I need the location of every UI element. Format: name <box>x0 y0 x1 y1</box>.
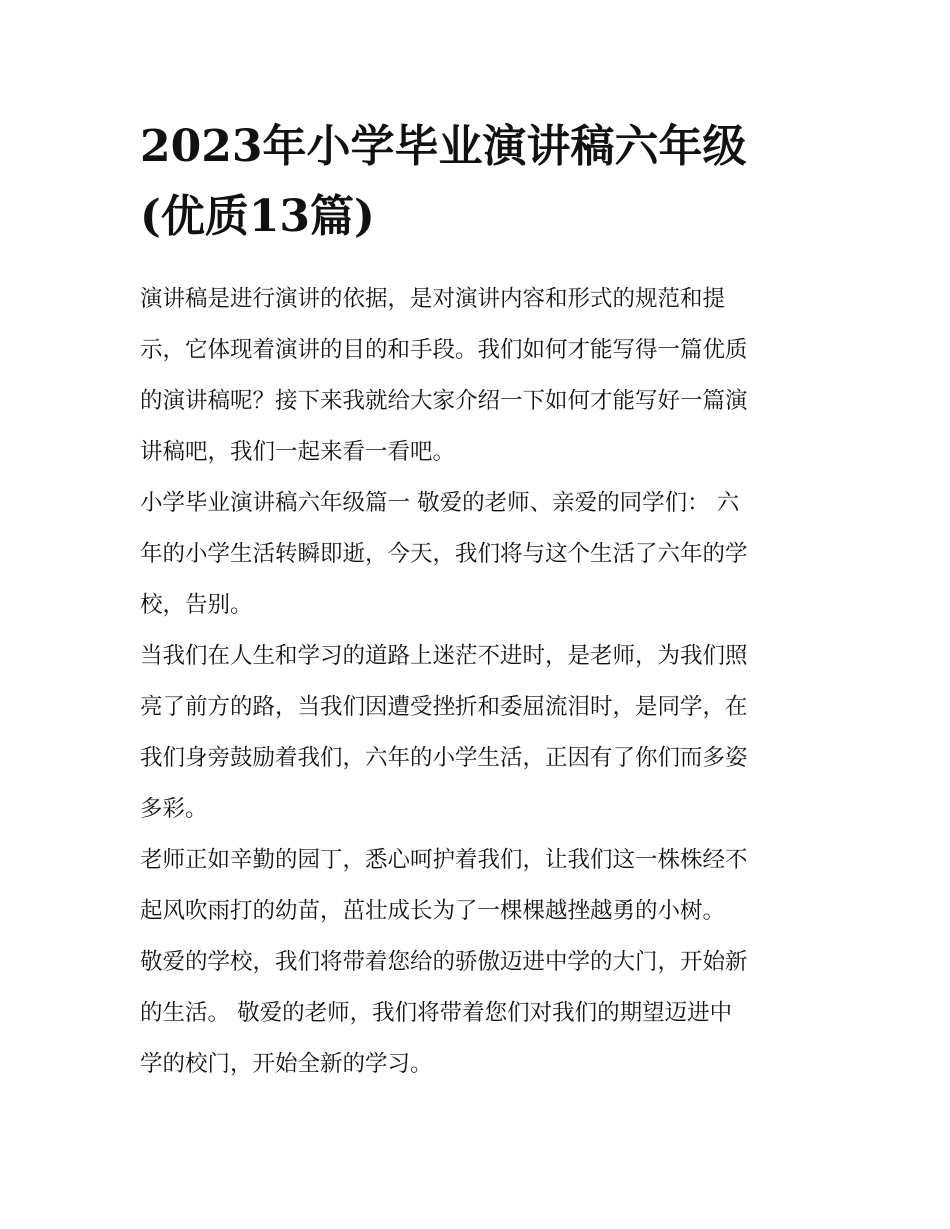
text-line: 老师正如辛勤的园丁，悉心呵护着我们，让我们这一株株经不 <box>140 847 748 873</box>
document-page <box>140 112 812 1090</box>
document-title <box>140 112 812 252</box>
text-line: 示，它体现着演讲的目的和手段。我们如何才能写得一篇优质 <box>140 337 748 363</box>
text-line: 的生活。 敬爱的老师，我们将带着您们对我们的期望迈进中 <box>140 1000 733 1026</box>
text-line: 我们身旁鼓励着我们，六年的小学生活，正因有了你们而多姿 <box>140 745 748 771</box>
text-line: 年的小学生活转瞬即逝，今天，我们将与这个生活了六年的学 <box>140 541 748 567</box>
paragraph-farewell <box>140 937 812 1090</box>
text-line: 多彩。 <box>140 796 208 822</box>
title-line-2: (优质13篇) <box>140 191 375 242</box>
text-line: 学的校门，开始全新的学习。 <box>140 1051 433 1077</box>
text-line: 的演讲稿呢？接下来我就给大家介绍一下如何才能写好一篇演 <box>140 388 748 414</box>
document-body <box>140 274 812 1090</box>
text-line: 讲稿吧，我们一起来看一看吧。 <box>140 439 456 465</box>
text-line: 演讲稿是进行演讲的依据，是对演讲内容和形式的规范和提 <box>140 286 726 312</box>
paragraph-gardener <box>140 835 812 937</box>
paragraph-teachers-classmates <box>140 631 812 835</box>
text-line: 敬爱的学校，我们将带着您给的骄傲迈进中学的大门，开始新 <box>140 949 748 975</box>
paragraph-speech-opening <box>140 478 812 631</box>
text-line: 起风吹雨打的幼苗，茁壮成长为了一棵棵越挫越勇的小树。 <box>140 898 726 924</box>
text-line: 亮了前方的路，当我们因遭受挫折和委屈流泪时，是同学，在 <box>140 694 748 720</box>
text-line: 小学毕业演讲稿六年级篇一 敬爱的老师、亲爱的同学们： 六 <box>140 490 740 516</box>
paragraph-intro <box>140 274 812 478</box>
title-line-1: 2023年小学毕业演讲稿六年级 <box>140 121 747 172</box>
text-line: 校，告别。 <box>140 592 253 618</box>
text-line: 当我们在人生和学习的道路上迷茫不进时，是老师，为我们照 <box>140 643 748 669</box>
